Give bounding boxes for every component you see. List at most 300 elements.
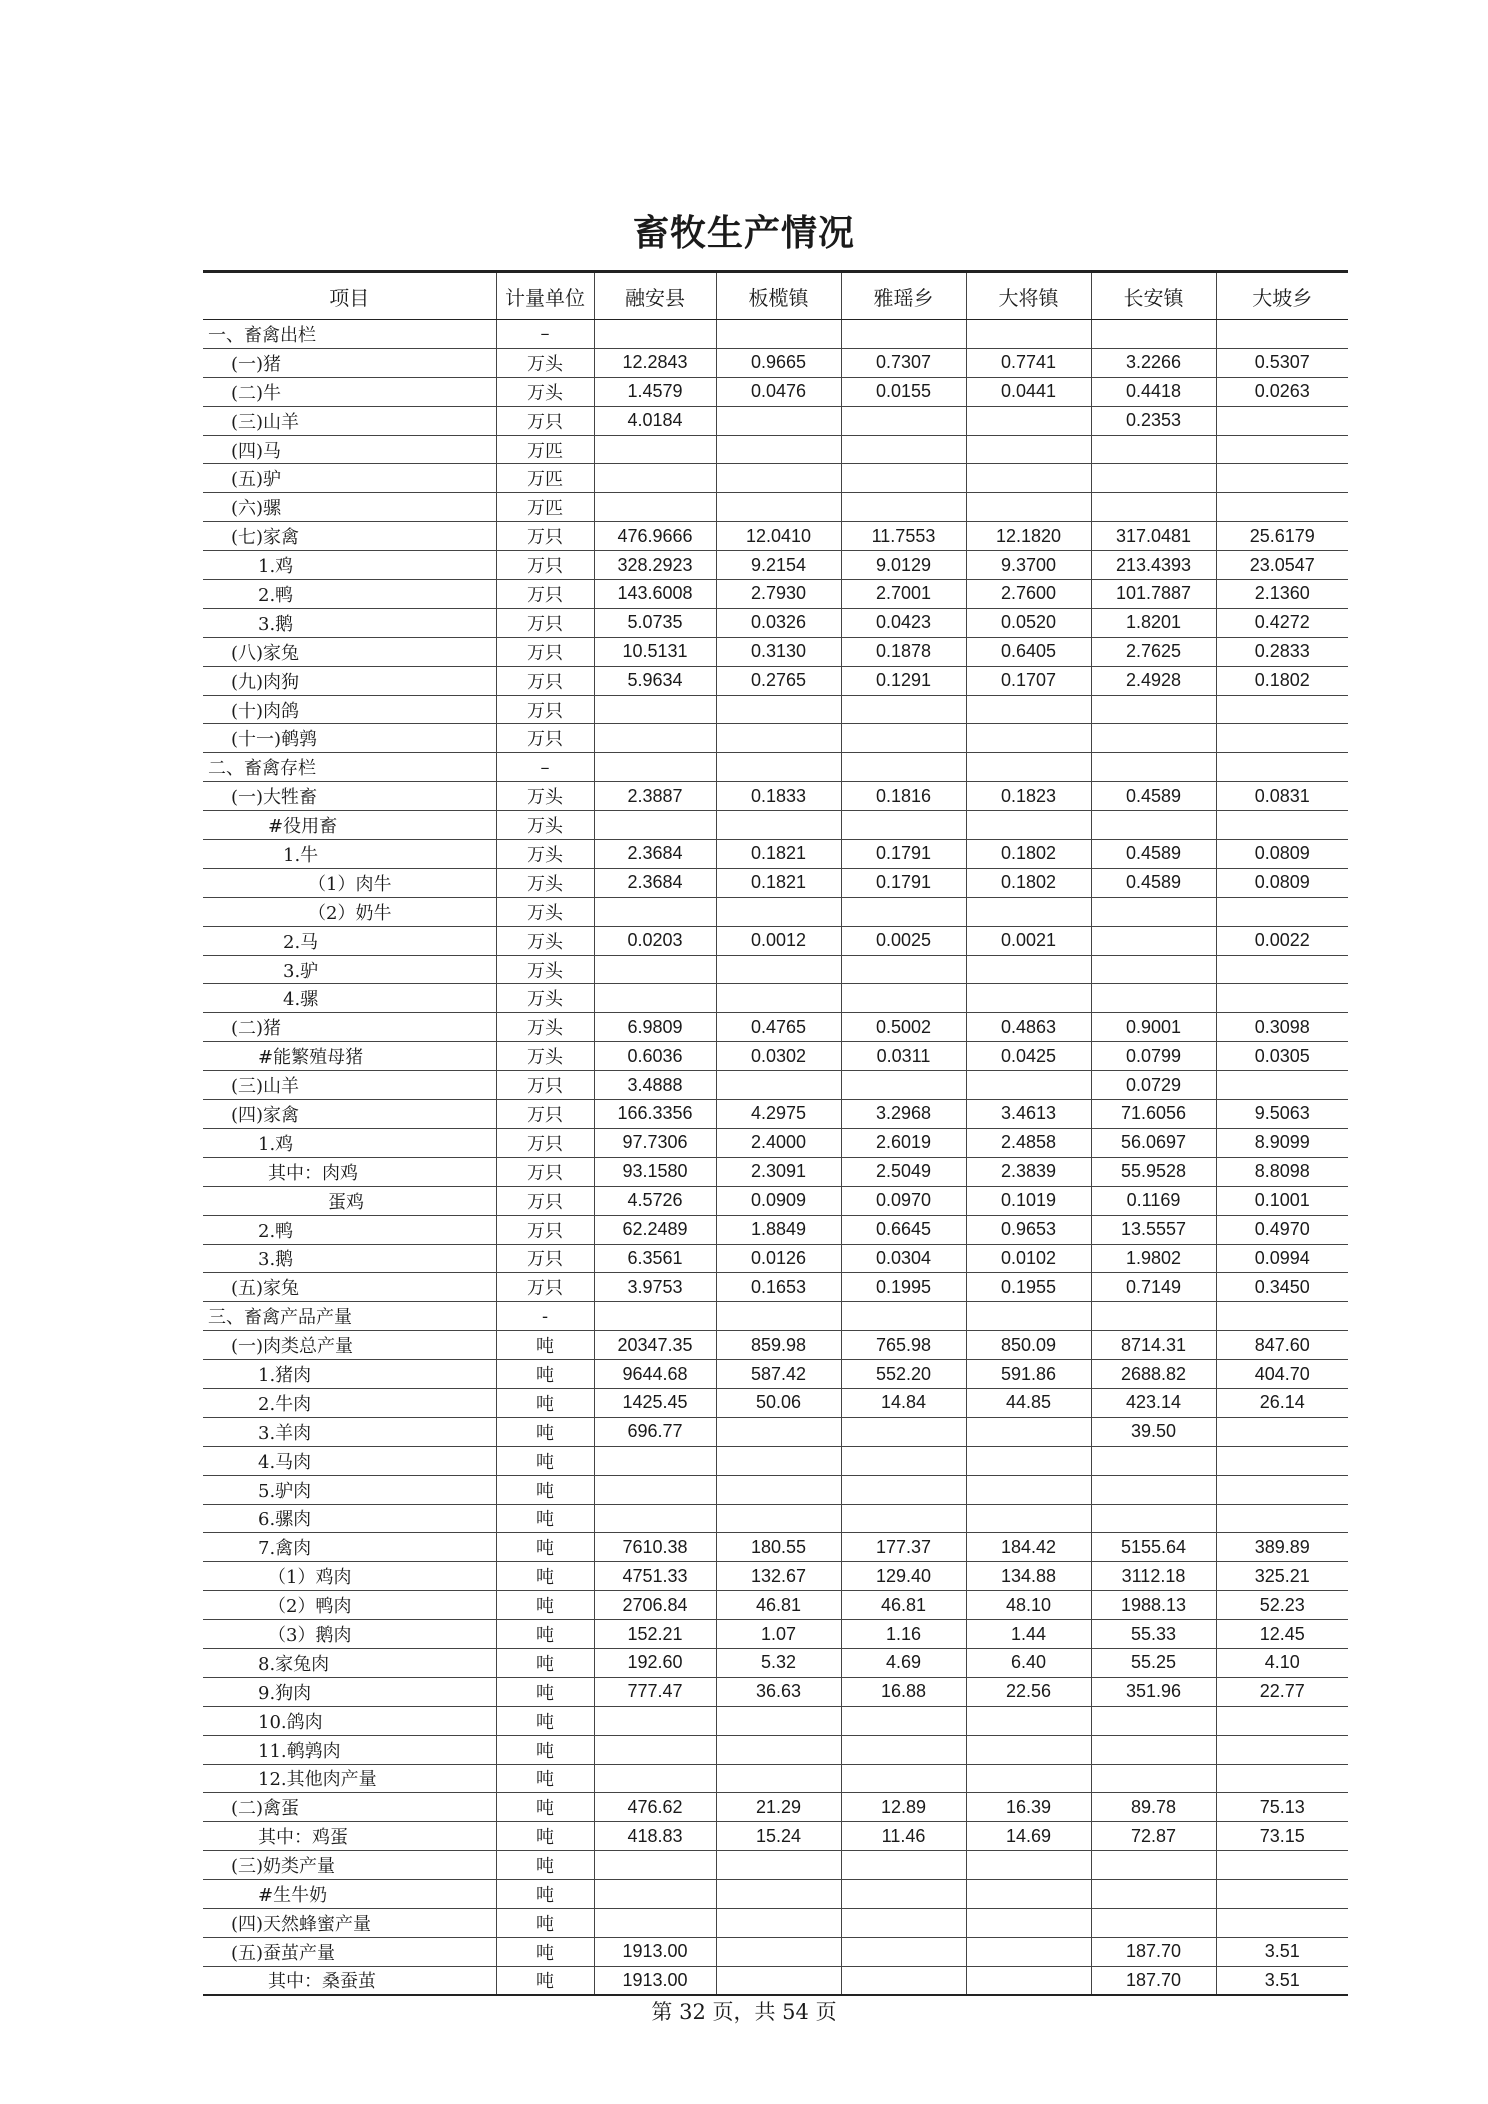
row-item-name: (四)家禽: [203, 1100, 496, 1129]
row-value-cell: 50.06: [716, 1388, 841, 1417]
row-unit: 吨: [496, 1388, 594, 1417]
row-value-cell: [1216, 1880, 1348, 1909]
row-unit: 万头: [496, 348, 594, 377]
row-value-cell: [594, 1851, 716, 1880]
row-unit: 吨: [496, 1533, 594, 1562]
row-value-cell: [966, 1417, 1091, 1446]
row-value-cell: [594, 493, 716, 522]
row-value-cell: [841, 1417, 966, 1446]
table-row: [203, 1504, 1348, 1533]
row-item-name: (十)肉鸽: [203, 695, 496, 724]
row-unit: 万头: [496, 782, 594, 811]
row-value-cell: [841, 1504, 966, 1533]
row-value-cell: [1091, 320, 1216, 349]
row-value-cell: [1091, 811, 1216, 840]
row-value-cell: 6.40: [966, 1648, 1091, 1677]
row-value-cell: 0.0025: [841, 926, 966, 955]
table-row: [203, 580, 1348, 609]
row-value-cell: 0.4272: [1216, 608, 1348, 637]
row-value-cell: [1091, 1446, 1216, 1475]
row-value-cell: [1216, 1851, 1348, 1880]
row-value-cell: 0.4765: [716, 1013, 841, 1042]
row-item-name: 5.驴肉: [203, 1475, 496, 1504]
row-value-cell: 192.60: [594, 1648, 716, 1677]
row-unit: 吨: [496, 1880, 594, 1909]
row-unit: 吨: [496, 1822, 594, 1851]
row-value-cell: [966, 955, 1091, 984]
row-value-cell: 0.0155: [841, 377, 966, 406]
row-item-name: #能繁殖母猪: [203, 1042, 496, 1071]
row-value-cell: [1091, 955, 1216, 984]
row-item-name: 4.马肉: [203, 1446, 496, 1475]
row-item-name: （2）鸭肉: [203, 1591, 496, 1620]
row-value-cell: [966, 695, 1091, 724]
row-unit: 万只: [496, 1186, 594, 1215]
row-value-cell: 21.29: [716, 1793, 841, 1822]
row-value-cell: 2.3684: [594, 840, 716, 869]
row-value-cell: [1091, 493, 1216, 522]
row-value-cell: [716, 1908, 841, 1937]
row-value-cell: [1091, 1504, 1216, 1533]
row-value-cell: 26.14: [1216, 1388, 1348, 1417]
row-value-cell: 15.24: [716, 1822, 841, 1851]
row-value-cell: 0.6405: [966, 637, 1091, 666]
row-item-name: 3.驴: [203, 955, 496, 984]
row-value-cell: [716, 897, 841, 926]
table-row: [203, 1071, 1348, 1100]
row-value-cell: [594, 1504, 716, 1533]
table-row: [203, 1562, 1348, 1591]
row-value-cell: [1091, 1908, 1216, 1937]
row-item-name: 2.马: [203, 926, 496, 955]
row-value-cell: [841, 1937, 966, 1966]
row-value-cell: 8.9099: [1216, 1128, 1348, 1157]
row-value-cell: [841, 897, 966, 926]
table-row: [203, 1360, 1348, 1389]
row-unit: 万只: [496, 1071, 594, 1100]
row-value-cell: 72.87: [1091, 1822, 1216, 1851]
row-item-name: (六)骡: [203, 493, 496, 522]
table-row: [203, 1215, 1348, 1244]
row-item-name: 1.猪肉: [203, 1360, 496, 1389]
row-unit: 万匹: [496, 464, 594, 493]
row-unit: 万头: [496, 897, 594, 926]
row-value-cell: [1216, 1446, 1348, 1475]
row-value-cell: 0.4863: [966, 1013, 1091, 1042]
table-row: [203, 1157, 1348, 1186]
col-header-item: 项目: [203, 272, 496, 320]
row-value-cell: 2.3684: [594, 868, 716, 897]
row-value-cell: [966, 1475, 1091, 1504]
row-item-name: (二)牛: [203, 377, 496, 406]
row-item-name: (二)猪: [203, 1013, 496, 1042]
row-unit: 吨: [496, 1908, 594, 1937]
row-value-cell: 4751.33: [594, 1562, 716, 1591]
row-item-name: 6.骡肉: [203, 1504, 496, 1533]
row-value-cell: [841, 1446, 966, 1475]
row-value-cell: [841, 753, 966, 782]
row-value-cell: 7610.38: [594, 1533, 716, 1562]
row-value-cell: 696.77: [594, 1417, 716, 1446]
row-value-cell: [966, 811, 1091, 840]
row-value-cell: 11.46: [841, 1822, 966, 1851]
row-item-name: 蛋鸡: [203, 1186, 496, 1215]
row-value-cell: [1216, 1908, 1348, 1937]
table-row: [203, 551, 1348, 580]
row-value-cell: 0.0022: [1216, 926, 1348, 955]
row-value-cell: 0.1019: [966, 1186, 1091, 1215]
row-value-cell: 0.0994: [1216, 1244, 1348, 1273]
row-value-cell: [1216, 320, 1348, 349]
row-value-cell: [716, 695, 841, 724]
row-item-name: 1.鸡: [203, 551, 496, 580]
table-row: [203, 1128, 1348, 1157]
row-value-cell: 552.20: [841, 1360, 966, 1389]
row-value-cell: 55.33: [1091, 1620, 1216, 1649]
row-unit: –: [496, 753, 594, 782]
row-value-cell: 12.89: [841, 1793, 966, 1822]
row-value-cell: [1216, 897, 1348, 926]
row-value-cell: 0.0809: [1216, 868, 1348, 897]
table-row: [203, 1822, 1348, 1851]
row-value-cell: [716, 1735, 841, 1764]
row-value-cell: 5155.64: [1091, 1533, 1216, 1562]
row-value-cell: 2.7930: [716, 580, 841, 609]
row-value-cell: 3.4888: [594, 1071, 716, 1100]
table-row: [203, 1273, 1348, 1302]
row-value-cell: [716, 811, 841, 840]
row-value-cell: [841, 435, 966, 464]
table-row: [203, 1966, 1348, 1995]
table-header-row: [203, 272, 1348, 320]
row-value-cell: [841, 955, 966, 984]
row-value-cell: [841, 1764, 966, 1793]
row-value-cell: 0.1955: [966, 1273, 1091, 1302]
table-row: [203, 1475, 1348, 1504]
row-value-cell: 404.70: [1216, 1360, 1348, 1389]
row-value-cell: 765.98: [841, 1331, 966, 1360]
row-value-cell: [1216, 1706, 1348, 1735]
row-item-name: 1.牛: [203, 840, 496, 869]
row-item-name: (八)家兔: [203, 637, 496, 666]
row-value-cell: [594, 897, 716, 926]
row-value-cell: [1216, 406, 1348, 435]
row-unit: 万只: [496, 1244, 594, 1273]
row-value-cell: 48.10: [966, 1591, 1091, 1620]
row-value-cell: [841, 984, 966, 1013]
row-value-cell: [716, 724, 841, 753]
table-row: [203, 1735, 1348, 1764]
row-value-cell: [1216, 464, 1348, 493]
row-unit: 吨: [496, 1504, 594, 1533]
row-value-cell: [966, 984, 1091, 1013]
row-item-name: 其中：肉鸡: [203, 1157, 496, 1186]
col-header-yayao: 雅瑶乡: [841, 272, 966, 320]
row-value-cell: 9.2154: [716, 551, 841, 580]
row-value-cell: 2.4000: [716, 1128, 841, 1157]
table-row: [203, 1764, 1348, 1793]
row-value-cell: [1091, 695, 1216, 724]
row-value-cell: 317.0481: [1091, 522, 1216, 551]
row-value-cell: 1.9802: [1091, 1244, 1216, 1273]
row-value-cell: 4.0184: [594, 406, 716, 435]
row-value-cell: [1091, 1302, 1216, 1331]
row-unit: 吨: [496, 1937, 594, 1966]
row-value-cell: 0.1802: [966, 840, 1091, 869]
table-row: [203, 637, 1348, 666]
row-value-cell: 44.85: [966, 1388, 1091, 1417]
row-value-cell: [841, 811, 966, 840]
row-value-cell: 13.5557: [1091, 1215, 1216, 1244]
row-value-cell: [1216, 811, 1348, 840]
row-value-cell: 328.2923: [594, 551, 716, 580]
row-value-cell: 46.81: [841, 1591, 966, 1620]
row-unit: 万头: [496, 840, 594, 869]
row-value-cell: 859.98: [716, 1331, 841, 1360]
row-value-cell: [716, 1937, 841, 1966]
row-value-cell: [716, 1302, 841, 1331]
row-value-cell: [966, 1735, 1091, 1764]
row-value-cell: 0.9653: [966, 1215, 1091, 1244]
row-value-cell: 213.4393: [1091, 551, 1216, 580]
row-value-cell: [594, 1475, 716, 1504]
row-value-cell: 2.5049: [841, 1157, 966, 1186]
row-item-name: (一)大牲畜: [203, 782, 496, 811]
row-unit: 万只: [496, 637, 594, 666]
row-value-cell: 8.8098: [1216, 1157, 1348, 1186]
row-value-cell: 14.84: [841, 1388, 966, 1417]
table-row: [203, 1937, 1348, 1966]
livestock-table: [203, 270, 1348, 1996]
row-value-cell: 0.7741: [966, 348, 1091, 377]
row-unit: 吨: [496, 1851, 594, 1880]
row-value-cell: 0.1653: [716, 1273, 841, 1302]
row-value-cell: 2.6019: [841, 1128, 966, 1157]
row-value-cell: 36.63: [716, 1677, 841, 1706]
row-value-cell: 184.42: [966, 1533, 1091, 1562]
row-unit: 万头: [496, 955, 594, 984]
row-unit: 万只: [496, 551, 594, 580]
row-value-cell: 1.8849: [716, 1215, 841, 1244]
row-value-cell: [1091, 724, 1216, 753]
row-value-cell: 850.09: [966, 1331, 1091, 1360]
row-value-cell: [716, 1475, 841, 1504]
row-value-cell: 0.0799: [1091, 1042, 1216, 1071]
row-value-cell: [594, 1706, 716, 1735]
row-item-name: （1）肉牛: [203, 868, 496, 897]
row-value-cell: 73.15: [1216, 1822, 1348, 1851]
table-row: [203, 1417, 1348, 1446]
table-row: [203, 1706, 1348, 1735]
row-item-name: 3.鹅: [203, 1244, 496, 1273]
row-value-cell: [966, 1880, 1091, 1909]
row-value-cell: [1216, 753, 1348, 782]
row-value-cell: 0.5307: [1216, 348, 1348, 377]
row-value-cell: 0.7307: [841, 348, 966, 377]
table-row: [203, 522, 1348, 551]
row-value-cell: 0.1791: [841, 868, 966, 897]
row-value-cell: 4.10: [1216, 1648, 1348, 1677]
col-header-dapo: 大坡乡: [1216, 272, 1348, 320]
row-value-cell: [1091, 1851, 1216, 1880]
row-value-cell: [1091, 1764, 1216, 1793]
row-value-cell: 0.0126: [716, 1244, 841, 1273]
row-unit: 万头: [496, 868, 594, 897]
row-unit: 万只: [496, 1100, 594, 1129]
table-row: [203, 811, 1348, 840]
col-header-changan: 长安镇: [1091, 272, 1216, 320]
table-row: [203, 666, 1348, 695]
row-value-cell: 1913.00: [594, 1937, 716, 1966]
row-item-name: (九)肉狗: [203, 666, 496, 695]
row-value-cell: 0.0476: [716, 377, 841, 406]
row-value-cell: 0.4970: [1216, 1215, 1348, 1244]
row-value-cell: [716, 984, 841, 1013]
row-value-cell: [594, 320, 716, 349]
row-unit: 万只: [496, 1215, 594, 1244]
row-value-cell: 0.4589: [1091, 782, 1216, 811]
row-value-cell: 4.5726: [594, 1186, 716, 1215]
row-value-cell: 3112.18: [1091, 1562, 1216, 1591]
row-item-name: (五)家兔: [203, 1273, 496, 1302]
row-value-cell: 177.37: [841, 1533, 966, 1562]
row-value-cell: [1216, 724, 1348, 753]
row-value-cell: 8714.31: [1091, 1331, 1216, 1360]
row-unit: 万只: [496, 580, 594, 609]
row-value-cell: [594, 435, 716, 464]
row-value-cell: [1216, 1504, 1348, 1533]
table-row: [203, 1793, 1348, 1822]
row-value-cell: 0.2353: [1091, 406, 1216, 435]
row-value-cell: 777.47: [594, 1677, 716, 1706]
row-item-name: #役用畜: [203, 811, 496, 840]
row-value-cell: [841, 1908, 966, 1937]
row-value-cell: 62.2489: [594, 1215, 716, 1244]
table-row: [203, 1331, 1348, 1360]
table-row: [203, 840, 1348, 869]
row-value-cell: 3.4613: [966, 1100, 1091, 1129]
row-value-cell: 0.6036: [594, 1042, 716, 1071]
row-value-cell: 2.4928: [1091, 666, 1216, 695]
row-value-cell: [594, 1764, 716, 1793]
row-unit: –: [496, 320, 594, 349]
table-row: [203, 1677, 1348, 1706]
row-item-name: 12.其他肉产量: [203, 1764, 496, 1793]
row-item-name: 3.羊肉: [203, 1417, 496, 1446]
row-item-name: 2.鸭: [203, 580, 496, 609]
row-value-cell: 0.0831: [1216, 782, 1348, 811]
row-value-cell: [716, 1417, 841, 1446]
row-value-cell: 0.7149: [1091, 1273, 1216, 1302]
row-value-cell: 134.88: [966, 1562, 1091, 1591]
row-value-cell: 22.77: [1216, 1677, 1348, 1706]
table-row: [203, 608, 1348, 637]
row-value-cell: [594, 811, 716, 840]
row-value-cell: 0.0203: [594, 926, 716, 955]
row-value-cell: [1216, 493, 1348, 522]
row-value-cell: 0.0441: [966, 377, 1091, 406]
row-value-cell: 0.4589: [1091, 840, 1216, 869]
row-value-cell: 0.3130: [716, 637, 841, 666]
row-item-name: 三、畜禽产品产量: [203, 1302, 496, 1331]
row-value-cell: 0.9665: [716, 348, 841, 377]
row-value-cell: 55.9528: [1091, 1157, 1216, 1186]
row-value-cell: 587.42: [716, 1360, 841, 1389]
row-value-cell: [1216, 435, 1348, 464]
row-item-name: (二)禽蛋: [203, 1793, 496, 1822]
table-row: [203, 348, 1348, 377]
row-value-cell: [594, 695, 716, 724]
row-value-cell: [966, 435, 1091, 464]
row-value-cell: 2.3839: [966, 1157, 1091, 1186]
row-item-name: 2.鸭: [203, 1215, 496, 1244]
row-item-name: (四)马: [203, 435, 496, 464]
row-value-cell: 132.67: [716, 1562, 841, 1591]
row-value-cell: [841, 1706, 966, 1735]
row-value-cell: 1425.45: [594, 1388, 716, 1417]
row-value-cell: [594, 724, 716, 753]
row-value-cell: [716, 493, 841, 522]
row-value-cell: 0.1802: [966, 868, 1091, 897]
row-item-name: 4.骡: [203, 984, 496, 1013]
row-item-name: 7.禽肉: [203, 1533, 496, 1562]
row-value-cell: 0.0305: [1216, 1042, 1348, 1071]
row-unit: 万只: [496, 1128, 594, 1157]
row-value-cell: [841, 1071, 966, 1100]
table-row: [203, 1620, 1348, 1649]
row-value-cell: [841, 1851, 966, 1880]
row-item-name: （3）鹅肉: [203, 1620, 496, 1649]
row-value-cell: 12.45: [1216, 1620, 1348, 1649]
row-unit: 吨: [496, 1331, 594, 1360]
row-unit: 万只: [496, 406, 594, 435]
row-value-cell: [966, 1706, 1091, 1735]
row-value-cell: [1091, 1706, 1216, 1735]
row-value-cell: 0.0311: [841, 1042, 966, 1071]
row-value-cell: 22.56: [966, 1677, 1091, 1706]
row-value-cell: 93.1580: [594, 1157, 716, 1186]
row-unit: 万只: [496, 522, 594, 551]
row-value-cell: 187.70: [1091, 1966, 1216, 1995]
row-unit: 万只: [496, 695, 594, 724]
row-unit: 万只: [496, 724, 594, 753]
row-value-cell: [716, 955, 841, 984]
row-item-name: 其中：桑蚕茧: [203, 1966, 496, 1995]
row-value-cell: 0.0012: [716, 926, 841, 955]
row-unit: 万只: [496, 666, 594, 695]
table-row: [203, 1186, 1348, 1215]
row-value-cell: [594, 1302, 716, 1331]
row-value-cell: [841, 406, 966, 435]
row-value-cell: [716, 1764, 841, 1793]
row-value-cell: [1216, 955, 1348, 984]
row-value-cell: 2.7600: [966, 580, 1091, 609]
table-row: [203, 1302, 1348, 1331]
row-value-cell: [966, 320, 1091, 349]
row-value-cell: 423.14: [1091, 1388, 1216, 1417]
row-value-cell: [1091, 753, 1216, 782]
page-title: 畜牧生产情况: [632, 213, 855, 254]
row-unit: 吨: [496, 1735, 594, 1764]
row-value-cell: 71.6056: [1091, 1100, 1216, 1129]
row-unit: 吨: [496, 1446, 594, 1475]
row-value-cell: 2.3887: [594, 782, 716, 811]
row-value-cell: 23.0547: [1216, 551, 1348, 580]
row-unit: 万只: [496, 1273, 594, 1302]
row-value-cell: [1216, 695, 1348, 724]
table-row: [203, 1388, 1348, 1417]
row-value-cell: [716, 406, 841, 435]
